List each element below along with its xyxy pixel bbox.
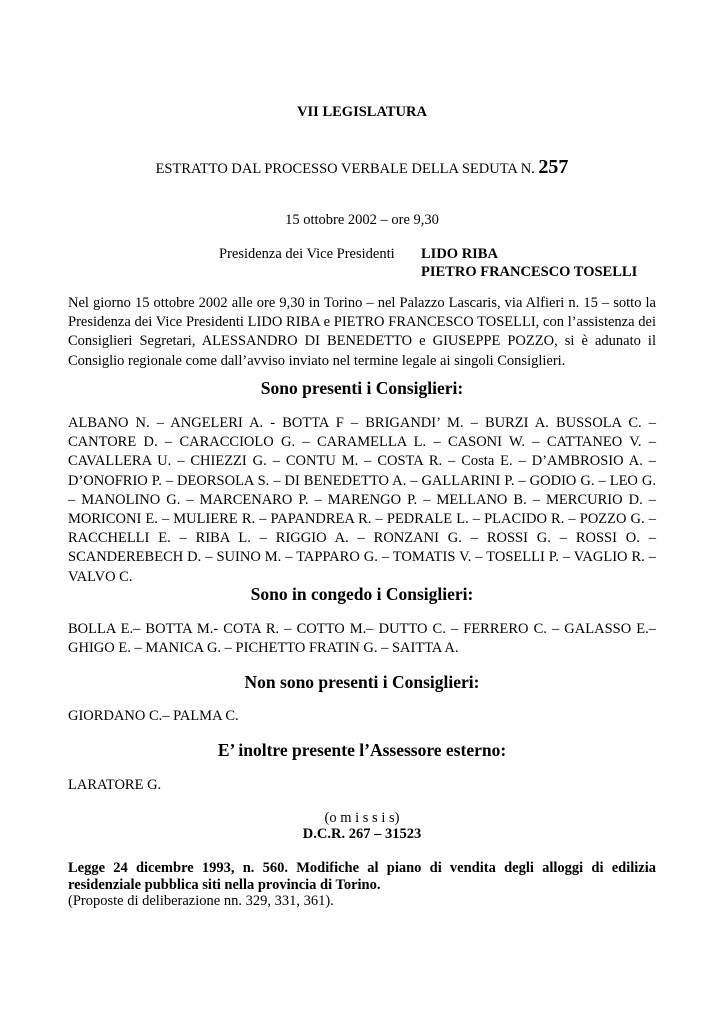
assessore-list: LARATORE G. <box>68 777 162 793</box>
absent-heading: Non sono presenti i Consiglieri: <box>244 672 480 692</box>
legislatura-title: VII LEGISLATURA <box>297 104 427 120</box>
presidency-name-1: LIDO RIBA <box>421 246 498 262</box>
present-list: ALBANO N. – ANGELERI A. - BOTTA F – BRIGANDI’ M. – BURZI A. BUSSOLA C. – CANTORE D. – CARACCIOLO G. – CARAMELLA L. – CASONI W. – CATTANEO V. – CAVALLERA U. – CHIEZZI G. – CONTU M. – COSTA R. – Costa E. – D’AMBROSIO A. – D’ONOFRIO P. – DEORSOLA S. – DI BENEDETTO A. – GALLARINI P. – GODIO G. – LEO G. – MANOLINO G. – MARCENARO P. – MARENGO P. – MELLANO B. – MERCURIO D. – MORICONI E. – MULIERE R. – PAPANDREA R. – PEDRALE L. – PLACIDO R. – POZZO G. – RACCHELLI E. – RIBA L. – RIGGIO A. – RONZANI G. – ROSSI G. – ROSSI O. – SCANDEREBECH D. – SUINO M. – TAPPARO G. – TOMATIS V. – TOSELLI P. – VAGLIO R. – VALVO C. <box>68 415 656 585</box>
dcr-number: D.C.R. 267 – 31523 <box>302 826 422 842</box>
session-date: 15 ottobre 2002 – ore 9,30 <box>285 212 439 228</box>
present-heading: Sono presenti i Consiglieri: <box>260 378 464 398</box>
estratto-text: ESTRATTO DAL PROCESSO VERBALE DELLA SEDUTA N. <box>155 161 535 177</box>
absent-list: GIORDANO C.– PALMA C. <box>68 708 239 724</box>
proposals-note: (Proposte di deliberazione nn. 329, 331, 361). <box>68 893 334 909</box>
omissis: (o m i s s i s) <box>324 810 400 826</box>
assessore-heading: E’ inoltre presente l’Assessore esterno: <box>217 740 507 760</box>
congedo-list: BOLLA E.– BOTTA M.- COTA R. – COTTO M.– DUTTO C. – FERRERO C. – GALASSO E.– GHIGO E. – MANICA G. – PICHETTO FRATIN G. – SAITTA A. <box>68 621 656 657</box>
presidency-label: Presidenza dei Vice Presidenti <box>219 246 395 262</box>
law-title: Legge 24 dicembre 1993, n. 560. Modifiche al piano di vendita degli alloggi di edilizia residenziale pubblica siti nella provincia di Torino. <box>68 860 656 893</box>
congedo-heading: Sono in congedo i Consiglieri: <box>250 584 474 604</box>
seduta-number: 257 <box>538 156 569 178</box>
seduta-line <box>68 154 656 182</box>
intro-paragraph: Nel giorno 15 ottobre 2002 alle ore 9,30 in Torino – nel Palazzo Lascaris, via Alfieri n. 15 – sotto la Presidenza dei Vice Presidenti LIDO RIBA e PIETRO FRANCESCO TOSELLI, con l’assistenza dei Consiglieri Segretari, ALESSANDRO DI BENEDETTO e GIUSEPPE POZZO, si è adunato il Consiglio regionale come dall’avviso inviato nel termine legale ai singoli Consiglieri. <box>68 295 656 369</box>
presidency-name-2: PIETRO FRANCESCO TOSELLI <box>421 264 638 280</box>
